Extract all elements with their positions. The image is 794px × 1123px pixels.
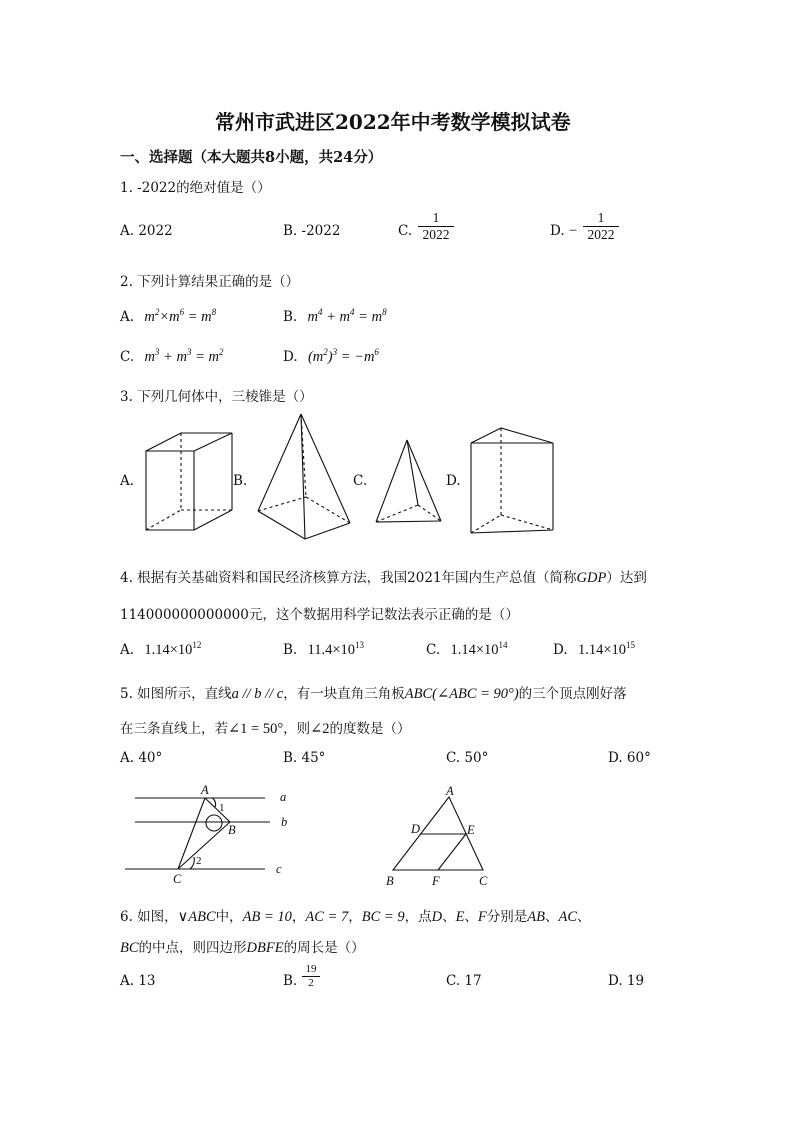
q5-stem-d: 在三条直线上，若	[120, 721, 228, 737]
q5-option-b: B. 45°	[283, 750, 326, 766]
q4-stem-text: 4. 根据有关基础资料和国民经济核算方法，我国2021年国内生产总值（简称	[120, 570, 577, 586]
q6-triangle: ∨ABC	[177, 909, 216, 925]
q6-sep: ，	[348, 909, 362, 925]
q2-option-c-label: C.	[120, 349, 135, 365]
triangle-midpoints-figure	[386, 784, 488, 888]
fig2-label-A: A	[446, 784, 454, 798]
q5-angle: (∠ABC = 90°)	[432, 686, 519, 702]
q4-a-exponent: 12	[192, 640, 202, 650]
question-1-stem: 1. -2022的绝对值是（）	[120, 180, 271, 196]
q4-c-mantissa: 1.14×10	[450, 642, 499, 658]
q3-option-a-label: A.	[120, 473, 135, 489]
q5-option-d: D. 60°	[608, 750, 651, 766]
q4-d-mantissa: 1.14×10	[577, 642, 626, 658]
q4-stem-end: ）达到	[606, 570, 647, 586]
q6-ac: AC = 7	[305, 909, 349, 925]
fig2-label-C: C	[479, 874, 488, 888]
q6-option-b-fraction	[302, 963, 320, 990]
q6-point-e: E	[455, 909, 465, 925]
q4-gdp: GDP	[576, 570, 607, 586]
q5-lines: a // b // c	[231, 686, 284, 702]
fig1-label-B: B	[228, 823, 236, 837]
q1-option-a: A. 2022	[120, 223, 173, 239]
question-6-stem-line2	[120, 936, 365, 957]
question-4-stem-line2: 114000000000000元，这个数据用科学记数法表示正确的是（）	[120, 607, 519, 623]
q5-stem-c: 的三个顶点刚好落	[518, 686, 627, 702]
q6-stem-d: 分别是	[486, 909, 528, 925]
q2-option-b-expr: $m^4 + m^4 = m^8$	[307, 307, 387, 325]
q6-bc: BC = 9	[361, 909, 405, 925]
q6-option-c: C. 17	[446, 973, 482, 989]
q5-angle2: ∠2	[310, 721, 330, 737]
q6-stem-f: 的周长是（）	[283, 940, 365, 956]
q6-ab: AB = 10	[242, 909, 292, 925]
q6-stem-a: 6. 如图，	[120, 909, 178, 925]
q2-option-a-label: A.	[120, 309, 135, 325]
q2-option-a-expr: $m^2\times m^6 = m^8$	[144, 307, 217, 325]
q5-stem-e: ，则	[283, 721, 311, 737]
q5-stem-f: 的度数是（）	[329, 721, 411, 737]
question-2-stem: 2. 下列计算结果正确的是（）	[120, 274, 300, 290]
q5-stem-a: 5. 如图所示，直线	[120, 686, 232, 702]
q6-b-numerator: 19	[305, 963, 317, 975]
q6-point-f: F	[477, 909, 487, 925]
q4-option-b-label: B.	[283, 642, 298, 658]
q6-stem-b: 中，	[215, 909, 243, 925]
q6-dun: 、	[545, 909, 559, 925]
q5-option-a: A. 40°	[120, 750, 163, 766]
q6-b-denominator: 2	[308, 977, 314, 989]
q5-option-c: C. 50°	[446, 750, 489, 766]
q2-option-d-label: D.	[283, 349, 298, 365]
q2-option-c-expr: $m^3 + m^3 = m^2$	[144, 347, 224, 365]
q3-option-b-label: B.	[233, 473, 248, 489]
q4-b-mantissa: 11.4×10	[307, 642, 356, 658]
q2-option-d-expr: $(m^2)^3 = -m^6$	[307, 347, 379, 365]
q6-point-d: D	[431, 909, 443, 925]
q4-option-a-label: A.	[120, 642, 135, 658]
q3-option-d-label: D.	[446, 473, 461, 489]
q6-seg-ac: AC	[558, 909, 578, 925]
q4-d-exponent: 15	[626, 640, 635, 650]
fig1-label-b: b	[281, 815, 288, 829]
q2-option-b-label: B.	[283, 309, 298, 325]
q6-dun: 、	[464, 909, 478, 925]
fig1-label-A: A	[201, 783, 209, 797]
q6-quad: DBFE	[246, 940, 284, 956]
q4-a-mantissa: 1.14×10	[144, 642, 193, 658]
q6-dun: 、	[442, 909, 456, 925]
q4-c-exponent: 14	[498, 640, 508, 650]
q4-b-exponent: 13	[355, 640, 365, 650]
fig2-label-B: B	[386, 874, 394, 888]
question-6-stem-line1	[120, 905, 591, 926]
q1-option-d-label: D.	[550, 223, 565, 239]
q1-d-denominator: 2022	[587, 227, 615, 242]
q1-c-denominator: 2022	[422, 227, 450, 242]
q5-stem-b: ，有一块直角三角板	[283, 686, 405, 702]
q6-option-b-label: B.	[283, 973, 298, 989]
q4-option-d-label: D.	[553, 642, 568, 658]
fig2-label-F: F	[432, 874, 440, 888]
section-heading-choice: 一、选择题（本大题共8小题，共24分）	[120, 149, 383, 166]
q1-d-numerator: 1	[597, 210, 605, 225]
fig1-label-C: C	[173, 872, 182, 886]
q6-option-a: A. 13	[120, 973, 156, 989]
q1-d-sign: −	[568, 223, 578, 239]
q5-condition: ∠1 = 50°	[228, 721, 284, 737]
page-title: 常州市武进区2022年中考数学模拟试卷	[215, 110, 571, 134]
fig1-angle-1: 1	[219, 802, 225, 814]
q5-abc: ABC	[404, 686, 433, 702]
q6-seg-ab: AB	[527, 909, 545, 925]
q6-stem-e: 的中点，则四边形	[138, 940, 247, 956]
fig1-label-c: c	[276, 862, 282, 876]
q1-option-b: B. -2022	[283, 223, 341, 239]
q6-dun: 、	[577, 909, 591, 925]
q6-option-d: D. 19	[608, 973, 645, 989]
q6-seg-bc: BC	[120, 940, 139, 956]
parallel-lines-triangle-figure	[125, 783, 287, 886]
q1-option-c-label: C.	[398, 223, 413, 239]
fig2-label-E: E	[467, 823, 475, 837]
question-3-stem: 3. 下列几何体中，三棱锥是（）	[120, 389, 313, 405]
q3-option-c-label: C.	[353, 473, 368, 489]
q6-stem-c: ，点	[404, 909, 432, 925]
fig1-label-a: a	[280, 790, 287, 804]
q1-c-numerator: 1	[432, 210, 440, 225]
q4-option-c-label: C.	[426, 642, 441, 658]
fig2-label-D: D	[411, 822, 421, 836]
q6-sep: ，	[291, 909, 306, 925]
fig1-angle-2: 2	[196, 855, 202, 867]
